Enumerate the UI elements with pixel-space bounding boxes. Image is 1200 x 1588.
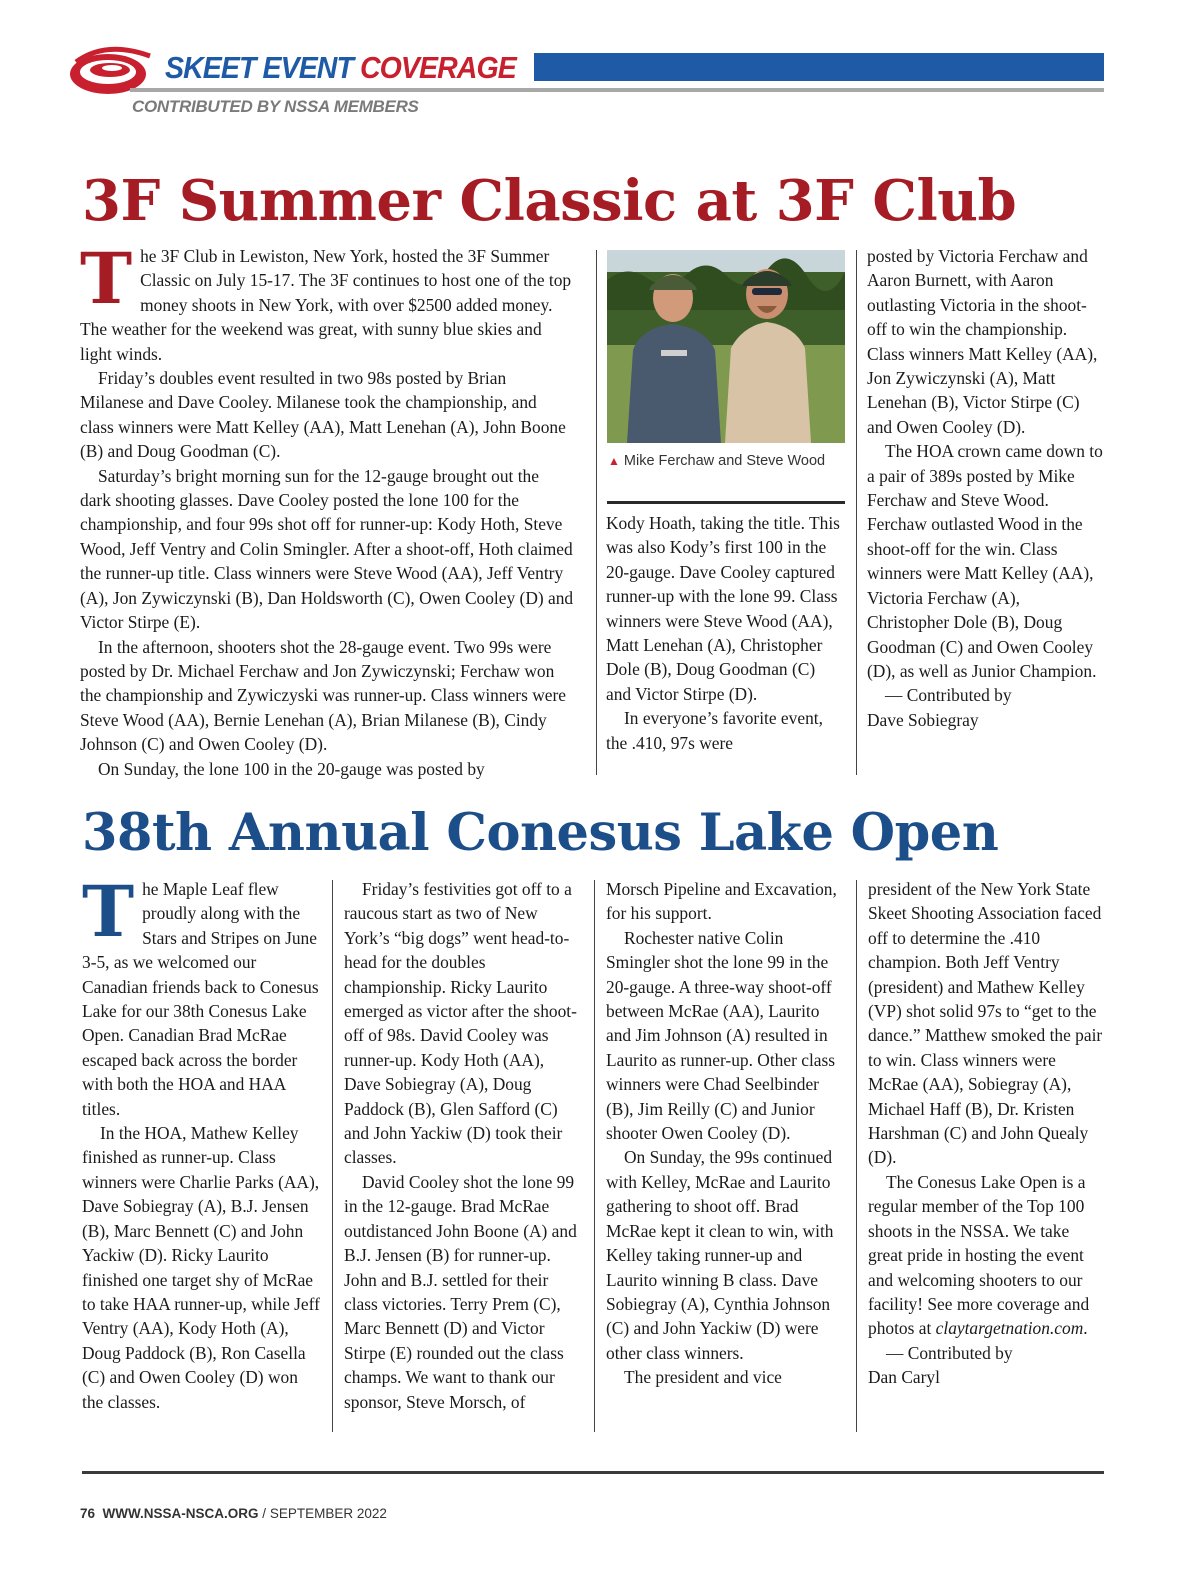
photo-caption: [608, 450, 844, 472]
paragraph: Rochester native Colin Smingler shot the lone 99 in the 20-gauge. A three-way shoot-off between McRae (AA), Laurito and Jim Johnson (A) resulted in Laurito as runner-up. Other class winners were Chad Seelbinder (B), Jim Reilly (C) and Junior shooter Owen Cooley (D).: [606, 927, 836, 1144]
column-divider: [856, 250, 857, 775]
paragraph: On Sunday, the lone 100 in the 20-gauge was posted by: [98, 758, 485, 779]
footer-website[interactable]: WWW.NSSA-NSCA.ORG: [102, 1506, 259, 1521]
article-column: [868, 877, 1106, 1390]
column-divider: [332, 880, 333, 1432]
article-column: [606, 511, 844, 755]
clay-target-logo-icon: [66, 40, 158, 102]
footer: [80, 1506, 387, 1521]
article-column: [606, 877, 844, 1390]
photo-mike-ferchaw-steve-wood: [607, 250, 845, 443]
paragraph-text: The Conesus Lake Open is a regular member of the Top 100 shoots in the NSSA. We take great pride in hosting the event and welcoming shooters to our facility! See more coverage and photos at: [868, 1171, 1090, 1339]
paragraph: president of the New York State Skeet Shooting Association faced off to determine the .410 champion. Both Jeff Ventry (president) and Mathew Kelley (VP) shot solid 97s to “get to the dance.” Matthew smoked the pair to win. Class winners were McRae (AA), Sobiegray (A), Michael Haff (B), Dr. Kristen Harshman (C) and John Quealy (D).: [868, 879, 1103, 1168]
page-number: 76: [80, 1506, 96, 1521]
contributor-line: — Contributed by: [886, 1342, 1013, 1363]
paragraph: Morsch Pipeline and Excavation, for his support.: [606, 879, 837, 924]
article-column: [82, 870, 320, 1414]
website-link[interactable]: claytargetnation.com: [935, 1318, 1084, 1339]
column-divider: [856, 880, 857, 1432]
section-title: [165, 48, 516, 88]
contributor-name: Dan Caryl: [868, 1367, 940, 1388]
footer-issue: SEPTEMBER 2022: [269, 1506, 387, 1521]
paragraph: Friday’s festivities got off to a raucous start as two of New York’s “big dogs” went head-to-head for the doubles championship. Ricky Laurito emerged as victor after the shoot-off of 98s. David Cooley was runner-up. Kody Hoth (AA), Dave Sobiegray (A), Doug Paddock (B), Glen Safford (C) and John Yackiw (D) took their classes.: [344, 879, 577, 1168]
header-rule: [130, 88, 1104, 92]
drop-cap: T: [80, 237, 133, 320]
paragraph: David Cooley shot the lone 99 in the 12-gauge. Brad McRae outdistanced John Boone (A) and B.J. Jensen (B) for runner-up. John and B.J. settled for their class victories. Terry Prem (C), Marc Bennett (D) and Victor Stirpe (E) rounded out the class champs. We want to thank our sponsor, Steve Morsch, of: [344, 1171, 577, 1412]
caption-triangle-icon: ▲: [608, 454, 620, 468]
paragraph: In the HOA, Mathew Kelley finished as runner-up. Class winners were Charlie Parks (AA), Dave Sobiegray (A), B.J. Jensen (B), Marc Bennett (C) and John Yackiw (D). Ricky Laurito finished one target shy of McRae to take HAA runner-up, while Jeff Ventry (AA), Kody Hoth (A), Doug Paddock (B), Ron Casella (C) and Owen Cooley (D) won the classes.: [82, 1123, 320, 1412]
paragraph: In everyone’s favorite event, the .410, 97s were: [606, 708, 823, 753]
paragraph: The president and vice: [624, 1367, 782, 1388]
paragraph: Friday’s doubles event resulted in two 98s posted by Brian Milanese and Dave Cooley. Milanese took the championship, and class winners were Matt Kelley (AA), Matt Lenehan (A), John Boone (B) and Doug Goodman (C).: [80, 368, 566, 462]
footer-rule: [82, 1471, 1104, 1474]
article-column: [867, 244, 1104, 732]
paragraph: Kody Hoath, taking the title. This was also Kody’s first 100 in the 20-gauge. Dave Cooley captured runner-up with the lone 99. Class winners were Steve Wood (AA), Matt Lenehan (A), Christopher Dole (B), Doug Goodman (C) and Victor Stirpe (D).: [606, 513, 840, 704]
contributor-line: — Contributed by: [885, 685, 1012, 706]
footer-separator: /: [258, 1506, 270, 1521]
article-title: 3F Summer Classic at 3F Club: [82, 168, 1017, 234]
article-column: [344, 877, 582, 1414]
contributor-name: Dave Sobiegray: [867, 709, 979, 730]
paragraph: he Maple Leaf flew proudly along with the Stars and Stripes on June 3-5, as we welcomed our Canadian friends back to Conesus Lake for our 38th Conesus Lake Open. Canadian Brad McRae escaped back across the border with both the HOA and HAA titles.: [82, 879, 319, 1119]
caption-text: Mike Ferchaw and Steve Wood: [623, 453, 826, 469]
paragraph: [868, 1170, 1106, 1341]
paragraph: Saturday’s bright morning sun for the 12-gauge brought out the dark shooting glasses. Dave Cooley posted the lone 100 for the championship, and four 99s shot off for runner-up: Kody Hoth, Steve Wood, Jeff Ventry and Colin Smingler. After a shoot-off, Hoth claimed the runner-up title. Class winners were Steve Wood (AA), Jeff Ventry (A), Jon Zywiczynski (B), Dan Holdsworth (C), Owen Cooley (D) and Victor Stirpe (E).: [80, 465, 574, 633]
column-divider: [594, 880, 595, 1432]
paragraph: In the afternoon, shooters shot the 28-gauge event. Two 99s were posted by Dr. Michael Ferchaw and Jon Zywiczynski; Ferchaw won the championship and Zywiczyski was runner-up. Class winners were Steve Wood (AA), Bernie Lenehan (A), Brian Milanese (B), Cindy Johnson (C) and Owen Cooley (D).: [80, 636, 566, 755]
section-title-red: COVERAGE: [359, 50, 516, 85]
article-title: 38th Annual Conesus Lake Open: [82, 803, 999, 863]
section-title-blue: SKEET EVENT: [165, 50, 360, 85]
caption-rule: [607, 501, 845, 504]
article-column: [80, 237, 574, 781]
paragraph: The HOA crown came down to a pair of 389s posted by Mike Ferchaw and Steve Wood. Ferchaw outlasted Wood in the shoot-off for the win. Class winners were Matt Kelley (AA), Victoria Ferchaw (A), Christopher Dole (B), Doug Goodman (C) and Owen Cooley (D), as well as Junior Champion.: [867, 441, 1103, 681]
paragraph-end: .: [1083, 1318, 1088, 1339]
header-bar: [534, 53, 1104, 81]
section-subtitle: CONTRIBUTED BY NSSA MEMBERS: [132, 97, 419, 116]
paragraph: he 3F Club in Lewiston, New York, hosted the 3F Summer Classic on July 15-17. The 3F continues to host one of the top money shoots in New York, with over $2500 added money. The weather for the weekend was great, with sunny blue skies and light winds.: [80, 246, 572, 364]
column-divider: [596, 250, 597, 775]
drop-cap: T: [82, 870, 135, 953]
paragraph: On Sunday, the 99s continued with Kelley, McRae and Laurito gathering to shoot off. Brad McRae kept it clean to win, with Kelley taking runner-up and Laurito winning B class. Dave Sobiegray (A), Cynthia Johnson (C) and John Yackiw (D) were other class winners.: [606, 1147, 834, 1363]
paragraph: posted by Victoria Ferchaw and Aaron Burnett, with Aaron outlasting Victoria in the shoot-off to win the championship. Class winners Matt Kelley (AA), Jon Zywiczynski (A), Matt Lenehan (B), Victor Stirpe (C) and Owen Cooley (D).: [867, 246, 1098, 437]
